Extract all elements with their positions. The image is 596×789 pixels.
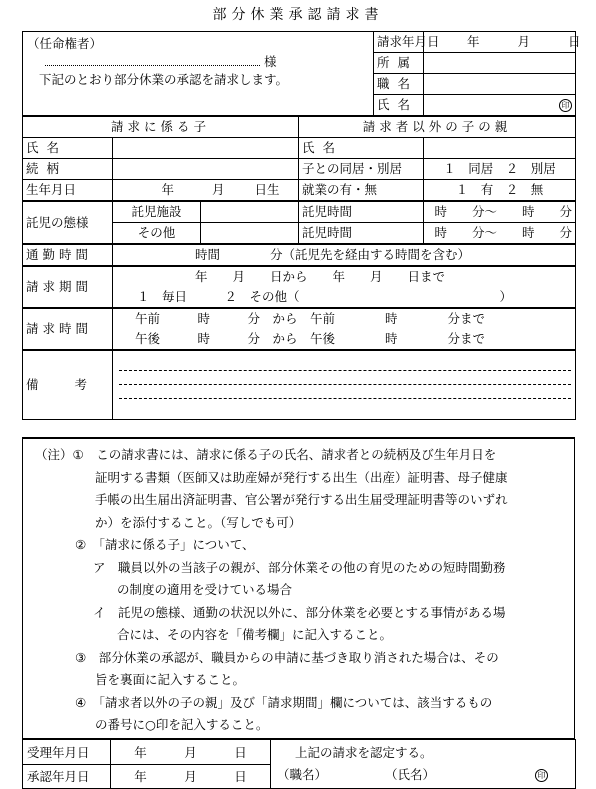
day-unit: 日 — [568, 34, 581, 49]
note-line: ④ 「請求者以外の子の親」及び「請求期間」欄については、該当するもの — [75, 694, 493, 710]
remarks-line — [119, 357, 571, 371]
approved-date-field[interactable]: 年 月 日 — [111, 764, 271, 789]
approver-name-label: （氏名） — [385, 767, 436, 782]
requester-name-field[interactable] — [424, 95, 576, 117]
childcare-label: 託児の態様 — [23, 201, 113, 244]
childcare-time-field-1[interactable]: 時 分～ 時 分 — [424, 201, 576, 223]
relation-field[interactable] — [113, 159, 299, 180]
notes-block — [22, 437, 575, 739]
remarks-line — [119, 371, 571, 385]
childcare-facility-label: 託児施設 — [113, 201, 201, 223]
child-section-header: 請求に係る子 — [23, 116, 299, 138]
birth-date-label: 生年月日 — [23, 180, 113, 202]
hours-pm-field[interactable]: 午後 時 分 から 午後 時 分まで — [113, 329, 576, 350]
approver-position-label: （職名） — [277, 767, 328, 782]
request-form-table — [22, 31, 581, 420]
remarks-label — [23, 350, 124, 420]
employment-options[interactable]: １ 有 ２ 無 — [424, 180, 576, 202]
note-line: の番号に○印を記入すること。 — [95, 717, 269, 732]
position-field[interactable] — [424, 74, 576, 95]
birth-date-field[interactable] — [113, 180, 299, 202]
note-line: 手帳の出生届出済証明書、官公署が発行する出生届受理証明書等のいずれ — [95, 492, 508, 507]
note-line: （注）① この請求書には、請求に係る子の氏名、請求者との続柄及び生年月日を — [35, 447, 497, 462]
request-statement: 下記のとおり部分休業の承認を請求します。 — [39, 72, 289, 87]
hours-am-field[interactable]: 午前 時 分 から 午前 時 分まで — [113, 308, 576, 329]
note-line: 旨を裏面に記入すること。 — [95, 672, 246, 687]
cohabit-options[interactable]: １ 同居 ２ 別居 — [424, 159, 576, 180]
parent-section-header: 請求者以外の子の親 — [299, 116, 576, 138]
period-label: 請求期間 — [23, 266, 113, 308]
note-line: 証明する書類（医師又は助産婦が発行する出生（出産）証明書、母子健康 — [95, 469, 508, 485]
parent-name-label: 氏名 — [299, 138, 424, 159]
note-line: 合には、その内容を「備考欄」に記入すること。 — [117, 627, 393, 642]
received-date-label: 受理年月日 — [23, 740, 111, 765]
hours-label: 請求時間 — [23, 308, 113, 350]
childcare-time-field-2[interactable]: 時 分～ 時 分 — [424, 223, 576, 245]
relation-label: 続柄 — [23, 159, 113, 180]
appointer-name-line[interactable] — [45, 65, 260, 66]
affiliation-field[interactable] — [424, 53, 576, 74]
seal-icon: 印 — [559, 99, 572, 112]
note-line: ② 「請求に係る子」について、 — [75, 537, 255, 552]
birth-year-unit: 年 — [161, 182, 174, 197]
child-name-field[interactable] — [113, 138, 299, 159]
child-name-label: 氏名 — [23, 138, 113, 159]
appointer-honorific: 様 — [263, 54, 277, 69]
approval-statement: 上記の請求を認定する。 — [295, 745, 433, 760]
remarks-field[interactable] — [113, 350, 576, 420]
note-line: イ 託児の態様、通勤の状況以外に、部分休業を必要とする事情がある場 — [93, 604, 506, 620]
received-date-field[interactable]: 年 月 日 — [111, 740, 271, 765]
remarks-label-text: 備考 — [26, 377, 124, 392]
year-unit: 年 — [467, 34, 480, 49]
childcare-other-field[interactable] — [201, 223, 299, 245]
birth-day-unit: 日生 — [254, 182, 280, 197]
childcare-time-label-1: 託児時間 — [299, 201, 424, 223]
commute-label: 通勤時間 — [23, 244, 113, 266]
appointer-label: （任命権者） — [27, 36, 103, 51]
parent-name-field[interactable] — [424, 138, 576, 159]
birth-month-unit: 月 — [211, 182, 225, 197]
request-date-label: 請求年月日 — [374, 32, 424, 53]
period-range-field[interactable]: 年 月 日から 年 月 日まで — [113, 266, 576, 287]
month-unit: 月 — [517, 34, 531, 49]
childcare-facility-field[interactable] — [201, 201, 299, 223]
request-date-field[interactable] — [424, 32, 581, 53]
cohabit-label: 子との同居・別居 — [299, 159, 424, 180]
childcare-time-label-2: 託児時間 — [299, 223, 424, 245]
note-line: か）を添付すること。（写しでも可） — [95, 514, 302, 530]
remarks-line — [119, 385, 571, 399]
period-options-field[interactable]: １ 毎日 ２ その他（ ） — [113, 287, 576, 308]
affiliation-label: 所属 — [374, 53, 424, 74]
approval-table — [22, 739, 576, 789]
childcare-other-label: その他 — [113, 223, 201, 245]
note-line: ③ 部分休業の承認が、職員からの申請に基づき取り消された場合は、その — [75, 649, 499, 665]
note-line: の制度の適用を受けている場合 — [117, 582, 293, 597]
appointer-block — [23, 32, 374, 117]
form-title: 部分休業承認請求書 — [212, 7, 384, 23]
remarks-lines — [119, 357, 571, 399]
commute-field[interactable]: 時間 分（託児先を経由する時間を含む） — [113, 244, 576, 266]
approval-signature-block — [271, 740, 576, 789]
approved-date-label: 承認年月日 — [23, 764, 111, 789]
position-label: 職名 — [374, 74, 424, 95]
employment-label: 就業の有・無 — [299, 180, 424, 202]
approver-seal-icon: 印 — [535, 769, 548, 782]
note-line: ア 職員以外の当該子の親が、部分休業その他の育児のための短時間勤務 — [93, 559, 506, 575]
requester-name-label: 氏名 — [374, 95, 424, 117]
